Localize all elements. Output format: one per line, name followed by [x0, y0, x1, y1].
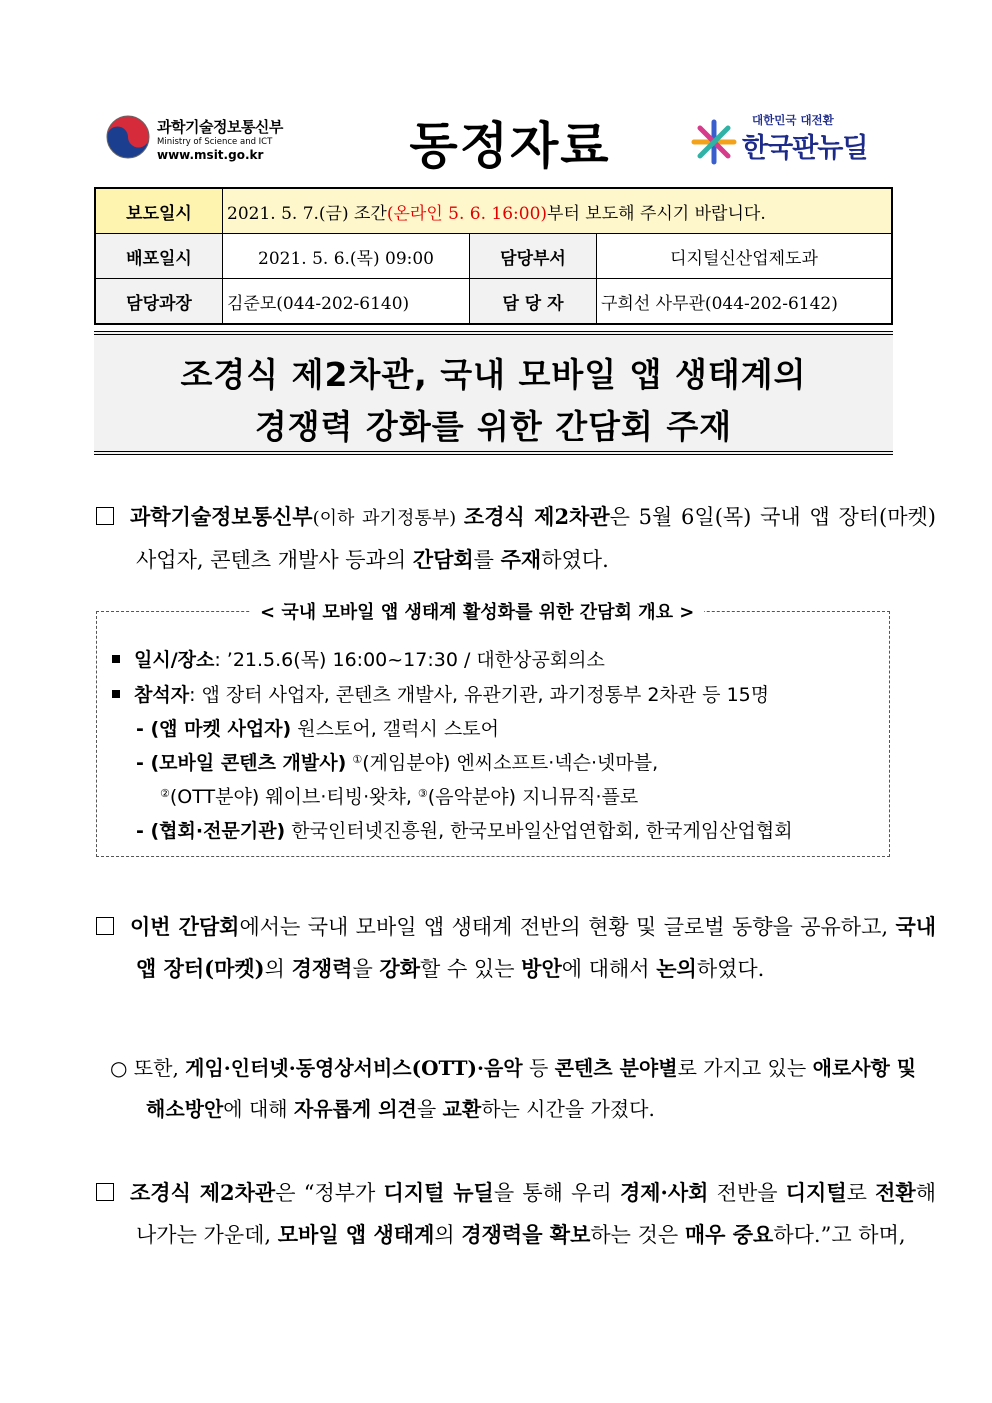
text-segment: 조경식 제2차관	[130, 1180, 276, 1205]
summary-market	[136, 714, 499, 741]
text-segment: 경쟁력	[291, 956, 353, 981]
korean-new-deal-logo	[690, 112, 910, 167]
taegeuk-icon	[105, 114, 151, 160]
square-bullet-icon	[112, 690, 120, 698]
summary-label: 참석자	[134, 684, 190, 706]
staff-value: 구희선 사무관(044-202-6142)	[597, 279, 893, 325]
text-segment: 해 나가는 가운데,	[136, 1181, 937, 1247]
footnote-mark: ①	[352, 753, 363, 766]
text-segment: 이번 간담회	[130, 914, 240, 939]
new-deal-subtitle: 대한민국 대전환	[752, 113, 834, 127]
text-segment: 하는 것은	[590, 1223, 685, 1247]
msit-logo	[105, 112, 335, 167]
headline-line-1: 조경식 제2차관, 국내 모바일 앱 생태계의	[180, 355, 807, 394]
text-segment: 로 가지고 있는	[677, 1056, 813, 1080]
summary-datetime	[112, 645, 605, 672]
summary-value: (음악분야) 지니뮤직·플로	[427, 786, 639, 808]
release-row	[95, 188, 892, 234]
text-segment: 의	[434, 1223, 462, 1247]
staff-label: 담 당 자	[470, 279, 597, 325]
paragraph-4	[96, 1172, 936, 1256]
text-segment: 디지털 뉴딜	[383, 1180, 494, 1205]
text-segment: (이하 과기정통부)	[312, 508, 464, 529]
release-value	[223, 188, 893, 234]
headline-box	[94, 331, 893, 455]
text-segment: 하는 시간을 가졌다.	[481, 1097, 655, 1121]
summary-value: 원스토어, 갤럭시 스토어	[291, 718, 499, 740]
text-segment: 경제·사회	[619, 1180, 709, 1205]
release-label: 보도일시	[95, 188, 223, 234]
headline-line-2: 경쟁력 강화를 위한 간담회 주재	[254, 407, 733, 446]
footnote-mark: ③	[417, 787, 428, 800]
ministry-url: www.msit.go.kr	[157, 148, 264, 162]
text-segment: 논의	[656, 956, 697, 981]
new-deal-title: 한국판뉴딜	[742, 133, 868, 164]
text-segment: 할 수 있는	[420, 957, 522, 981]
text-segment: 에서는 국내 모바일 앱 생태계 전반의 현황 및 글로벌 동향을 공유하고,	[239, 915, 896, 939]
text-segment: 조경식 제2차관	[463, 504, 610, 529]
square-bullet-icon	[96, 507, 114, 525]
ministry-name-en: Ministry of Science and ICT	[157, 137, 273, 147]
summary-value: (게임분야) 엔씨소프트·넥슨·넷마블,	[362, 752, 659, 774]
paragraph-2	[96, 906, 936, 990]
summary-developers	[136, 748, 658, 775]
text-segment: 교환	[442, 1097, 482, 1121]
text-segment: 을	[757, 1181, 786, 1205]
summary-value: (OTT분야) 웨이브·티빙·왓챠,	[169, 786, 418, 808]
text-segment: 주재	[500, 547, 542, 572]
text-segment: 과학기술정보통신부	[130, 504, 313, 529]
release-date: 2021. 5. 7.(금) 조간	[227, 203, 387, 224]
text-segment: 전환	[875, 1180, 916, 1205]
release-online-time: (온라인 5. 6. 16:00)	[386, 203, 548, 224]
distribute-row	[95, 234, 892, 279]
text-segment: 디지털	[785, 1180, 847, 1205]
summary-label: - (모바일 콘텐츠 개발사)	[136, 752, 347, 774]
press-info-table	[94, 187, 893, 325]
text-segment: 하였다.	[541, 548, 609, 572]
summary-label: - (앱 마켓 사업자)	[136, 718, 292, 740]
text-segment: 을	[416, 1097, 443, 1121]
summary-associations	[136, 816, 793, 843]
text-segment: 전반	[708, 1181, 758, 1205]
release-note: 부터 보도해 주시기 바랍니다.	[547, 203, 766, 224]
text-segment: 방안	[521, 956, 562, 981]
circle-bullet-icon: ○	[110, 1056, 128, 1080]
dept-value: 디지털신산업제도과	[597, 234, 893, 279]
text-segment: 게임·인터넷·동영상서비스(OTT)·음악	[185, 1056, 523, 1080]
text-segment: 을 통해 우리	[493, 1181, 620, 1205]
text-segment: 의	[264, 957, 292, 981]
summary-developers-cont	[160, 782, 638, 809]
manager-row	[95, 279, 892, 325]
text-segment: 국내 앱 장터(마켓)	[136, 914, 937, 981]
text-segment: 콘텐츠 분야별	[554, 1056, 678, 1080]
summary-value: : ’21.5.6(목) 16:00~17:30 / 대한상공회의소	[214, 649, 605, 671]
text-segment: 또한,	[127, 1056, 186, 1080]
text-segment: 애로사항 및 해소방안	[146, 1056, 917, 1121]
ministry-name-ko: 과학기술정보통신부	[157, 118, 283, 136]
text-segment: 강화	[379, 956, 420, 981]
text-segment: 은 5월 6일(목) 국내 앱 장터(마켓) 사업자, 콘텐츠 개발사 등과의	[136, 505, 936, 572]
text-segment: 하다.”고 하며,	[773, 1223, 906, 1247]
dept-label: 담당부서	[470, 234, 597, 279]
summary-title: < 국내 모바일 앱 생태계 활성화를 위한 간담회 개요 >	[250, 598, 704, 624]
new-deal-star-icon	[690, 118, 738, 166]
text-segment: 를	[473, 548, 501, 572]
text-segment: 경쟁력을 확보	[461, 1222, 591, 1247]
text-segment: 로	[846, 1181, 876, 1205]
summary-label: 일시/장소	[134, 649, 215, 671]
text-segment: 하였다.	[696, 957, 765, 981]
footnote-mark: ②	[160, 787, 170, 800]
summary-label: - (협회·전문기관)	[136, 820, 286, 842]
paragraph-3	[110, 1048, 932, 1130]
distribute-label: 배포일시	[95, 234, 223, 279]
text-segment: 간담회	[412, 547, 474, 572]
text-segment: 매우 중요	[684, 1222, 774, 1247]
distribute-value: 2021. 5. 6.(목) 09:00	[223, 234, 470, 279]
text-segment: 등	[522, 1056, 555, 1080]
text-segment: 을	[352, 957, 380, 981]
summary-value: 한국인터넷진흥원, 한국모바일산업연합회, 한국게임산업협회	[285, 820, 793, 842]
text-segment: 은 “정부가	[275, 1181, 384, 1205]
manager-label: 담당과장	[95, 279, 223, 325]
text-segment: 자유롭게 의견	[293, 1097, 417, 1121]
square-bullet-icon	[96, 1183, 114, 1201]
summary-attendees	[112, 680, 769, 707]
text-segment: 모바일 앱 생태계	[277, 1222, 435, 1247]
document-type-title: 동정자료	[409, 117, 611, 175]
square-bullet-icon	[96, 917, 114, 935]
square-bullet-icon	[112, 655, 120, 663]
text-segment: 에 대해	[223, 1097, 294, 1121]
paragraph-1	[96, 496, 936, 581]
summary-value: : 앱 장터 사업자, 콘텐츠 개발사, 유관기관, 과기정통부 2차관 등 15명	[189, 684, 770, 706]
text-segment: 에 대해서	[561, 957, 657, 981]
manager-value: 김준모(044-202-6140)	[223, 279, 470, 325]
